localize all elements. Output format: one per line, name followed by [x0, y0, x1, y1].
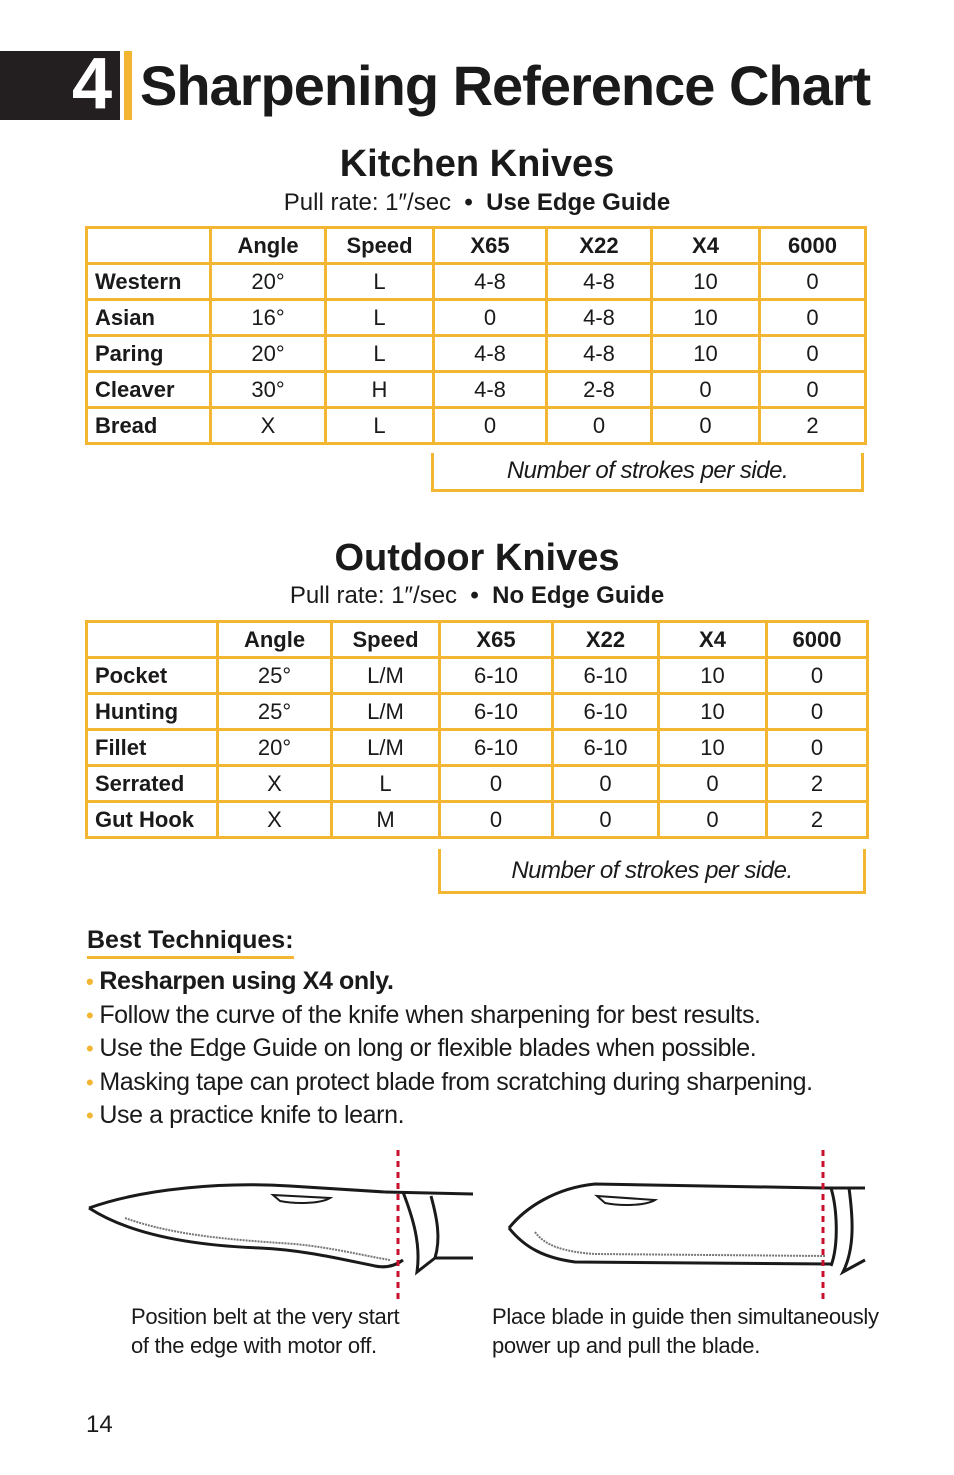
table-cell: 0 [553, 802, 659, 838]
header-cell: X65 [440, 622, 553, 658]
left-caption-line: of the edge with motor off. [131, 1333, 377, 1358]
row-label: Western [87, 264, 211, 300]
table-cell: 6-10 [440, 658, 553, 694]
kitchen-section-title: Kitchen Knives [339, 143, 615, 185]
table-cell: 6-10 [553, 730, 659, 766]
table-cell: 0 [553, 766, 659, 802]
table-cell: 4-8 [547, 264, 652, 300]
straight-knife-icon [505, 1148, 867, 1303]
table-cell: 2 [767, 802, 868, 838]
outdoor-section-title: Outdoor Knives [334, 537, 620, 579]
header-cell: Angle [218, 622, 332, 658]
table-cell: H [326, 372, 434, 408]
technique-item [86, 1066, 813, 1100]
table-cell: 0 [652, 372, 760, 408]
table-row [87, 766, 868, 802]
kitchen-guide-label: Use Edge Guide [486, 189, 671, 216]
table-cell: L [326, 336, 434, 372]
table-cell: X [211, 408, 326, 444]
table-cell: L [332, 766, 440, 802]
right-caption-line: Place blade in guide then simultaneously [492, 1304, 879, 1329]
table-cell: 0 [434, 300, 547, 336]
table-cell: 10 [652, 264, 760, 300]
technique-text: Masking tape can protect blade from scratching during sharpening. [99, 1067, 813, 1096]
bullet-icon: • [86, 969, 94, 994]
table-cell: 4-8 [434, 336, 547, 372]
table-cell: 0 [760, 300, 866, 336]
header-cell: X22 [553, 622, 659, 658]
table-cell: 0 [760, 264, 866, 300]
table-cell: 0 [547, 408, 652, 444]
header-cell: 6000 [760, 228, 866, 264]
table-cell: 0 [652, 408, 760, 444]
table-cell: 2 [767, 766, 868, 802]
header-cell: X22 [547, 228, 652, 264]
table-cell: 6-10 [440, 694, 553, 730]
header-cell: X65 [434, 228, 547, 264]
table-row [87, 730, 868, 766]
technique-item [86, 1099, 813, 1133]
table-cell: 6-10 [553, 658, 659, 694]
table-cell: 0 [659, 802, 767, 838]
left-caption-line: Position belt at the very start [131, 1304, 400, 1329]
table-row [87, 658, 868, 694]
table-cell: 10 [652, 336, 760, 372]
outdoor-bullet: • [470, 582, 479, 609]
table-row [87, 300, 866, 336]
right-caption-line: power up and pull the blade. [492, 1333, 761, 1358]
table-cell: 6-10 [553, 694, 659, 730]
table-cell: 0 [767, 694, 868, 730]
chapter-accent-bar [124, 51, 132, 120]
table-cell: 20° [211, 336, 326, 372]
page-number: 14 [86, 1411, 113, 1438]
table-cell: L/M [332, 658, 440, 694]
row-label: Bread [87, 408, 211, 444]
left-caption [131, 1302, 399, 1360]
table-cell: 0 [767, 658, 868, 694]
table-cell: 10 [659, 730, 767, 766]
kitchen-bullet: • [464, 189, 473, 216]
table-cell: X [218, 766, 332, 802]
table-cell: L [326, 264, 434, 300]
table-cell: 4-8 [547, 300, 652, 336]
bullet-icon: • [86, 1103, 94, 1128]
table-cell: 10 [659, 658, 767, 694]
row-label: Hunting [87, 694, 218, 730]
row-label: Gut Hook [87, 802, 218, 838]
techniques-heading: Best Techniques: [87, 924, 294, 959]
header-cell-empty [87, 622, 218, 658]
technique-item [86, 965, 813, 999]
table-cell: 10 [659, 694, 767, 730]
technique-item [86, 999, 813, 1033]
bullet-icon: • [86, 1069, 94, 1095]
table-cell: 4-8 [434, 372, 547, 408]
technique-item [86, 1032, 813, 1066]
table-cell: L/M [332, 730, 440, 766]
table-cell: 0 [760, 336, 866, 372]
outdoor-note: Number of strokes per side. [438, 849, 866, 894]
table-cell: 0 [440, 766, 553, 802]
curved-knife-icon [85, 1148, 477, 1303]
row-label: Cleaver [87, 372, 211, 408]
kitchen-note: Number of strokes per side. [431, 453, 864, 492]
header-cell-empty [87, 228, 211, 264]
table-row [87, 264, 866, 300]
row-label: Asian [87, 300, 211, 336]
row-label: Fillet [87, 730, 218, 766]
table-cell: 4-8 [434, 264, 547, 300]
outdoor-guide-label: No Edge Guide [492, 582, 665, 609]
table-cell: 20° [218, 730, 332, 766]
technique-text: Follow the curve of the knife when sharpening for best results. [99, 1000, 761, 1029]
table-cell: 25° [218, 658, 332, 694]
table-cell: 0 [434, 408, 547, 444]
table-cell: 0 [760, 372, 866, 408]
table-cell: L/M [332, 694, 440, 730]
table-cell: 0 [659, 766, 767, 802]
table-cell: 6-10 [440, 730, 553, 766]
outdoor-table [85, 620, 869, 839]
table-cell: M [332, 802, 440, 838]
technique-text: Use the Edge Guide on long or flexible blades when possible. [99, 1034, 757, 1062]
table-cell: L [326, 300, 434, 336]
technique-text: Resharpen using X4 only. [99, 967, 394, 995]
table-row [87, 694, 868, 730]
page-title: Sharpening Reference Chart [140, 54, 871, 117]
kitchen-pull-rate-text: Pull rate: 1″/sec [283, 189, 452, 216]
table-cell: 20° [211, 264, 326, 300]
header-cell: Angle [211, 228, 326, 264]
table-cell: 4-8 [547, 336, 652, 372]
chapter-number: 4 [71, 44, 113, 124]
outdoor-pull-rate-text: Pull rate: 1″/sec [289, 582, 458, 609]
header-cell: X4 [659, 622, 767, 658]
table-row [87, 802, 868, 838]
row-label: Serrated [87, 766, 218, 802]
bullet-icon: • [86, 1002, 94, 1028]
kitchen-table [85, 226, 867, 445]
header-cell: 6000 [767, 622, 868, 658]
right-caption [492, 1302, 879, 1360]
table-row [87, 372, 866, 408]
outdoor-pull-rate [0, 581, 954, 611]
table-row [87, 336, 866, 372]
bullet-icon: • [86, 1036, 94, 1061]
kitchen-pull-rate [0, 188, 954, 218]
techniques-list [86, 965, 813, 1133]
table-cell: 10 [652, 300, 760, 336]
header-cell: Speed [326, 228, 434, 264]
table-cell: 2 [760, 408, 866, 444]
table-cell: 25° [218, 694, 332, 730]
table-cell: 0 [440, 802, 553, 838]
table-cell: L [326, 408, 434, 444]
outdoor-header-row [87, 622, 868, 658]
row-label: Pocket [87, 658, 218, 694]
technique-text: Use a practice knife to learn. [99, 1101, 405, 1129]
table-cell: 16° [211, 300, 326, 336]
header-cell: Speed [332, 622, 440, 658]
table-cell: X [218, 802, 332, 838]
table-cell: 2-8 [547, 372, 652, 408]
header-cell: X4 [652, 228, 760, 264]
table-row [87, 408, 866, 444]
kitchen-header-row [87, 228, 866, 264]
row-label: Paring [87, 336, 211, 372]
table-cell: 30° [211, 372, 326, 408]
table-cell: 0 [767, 730, 868, 766]
